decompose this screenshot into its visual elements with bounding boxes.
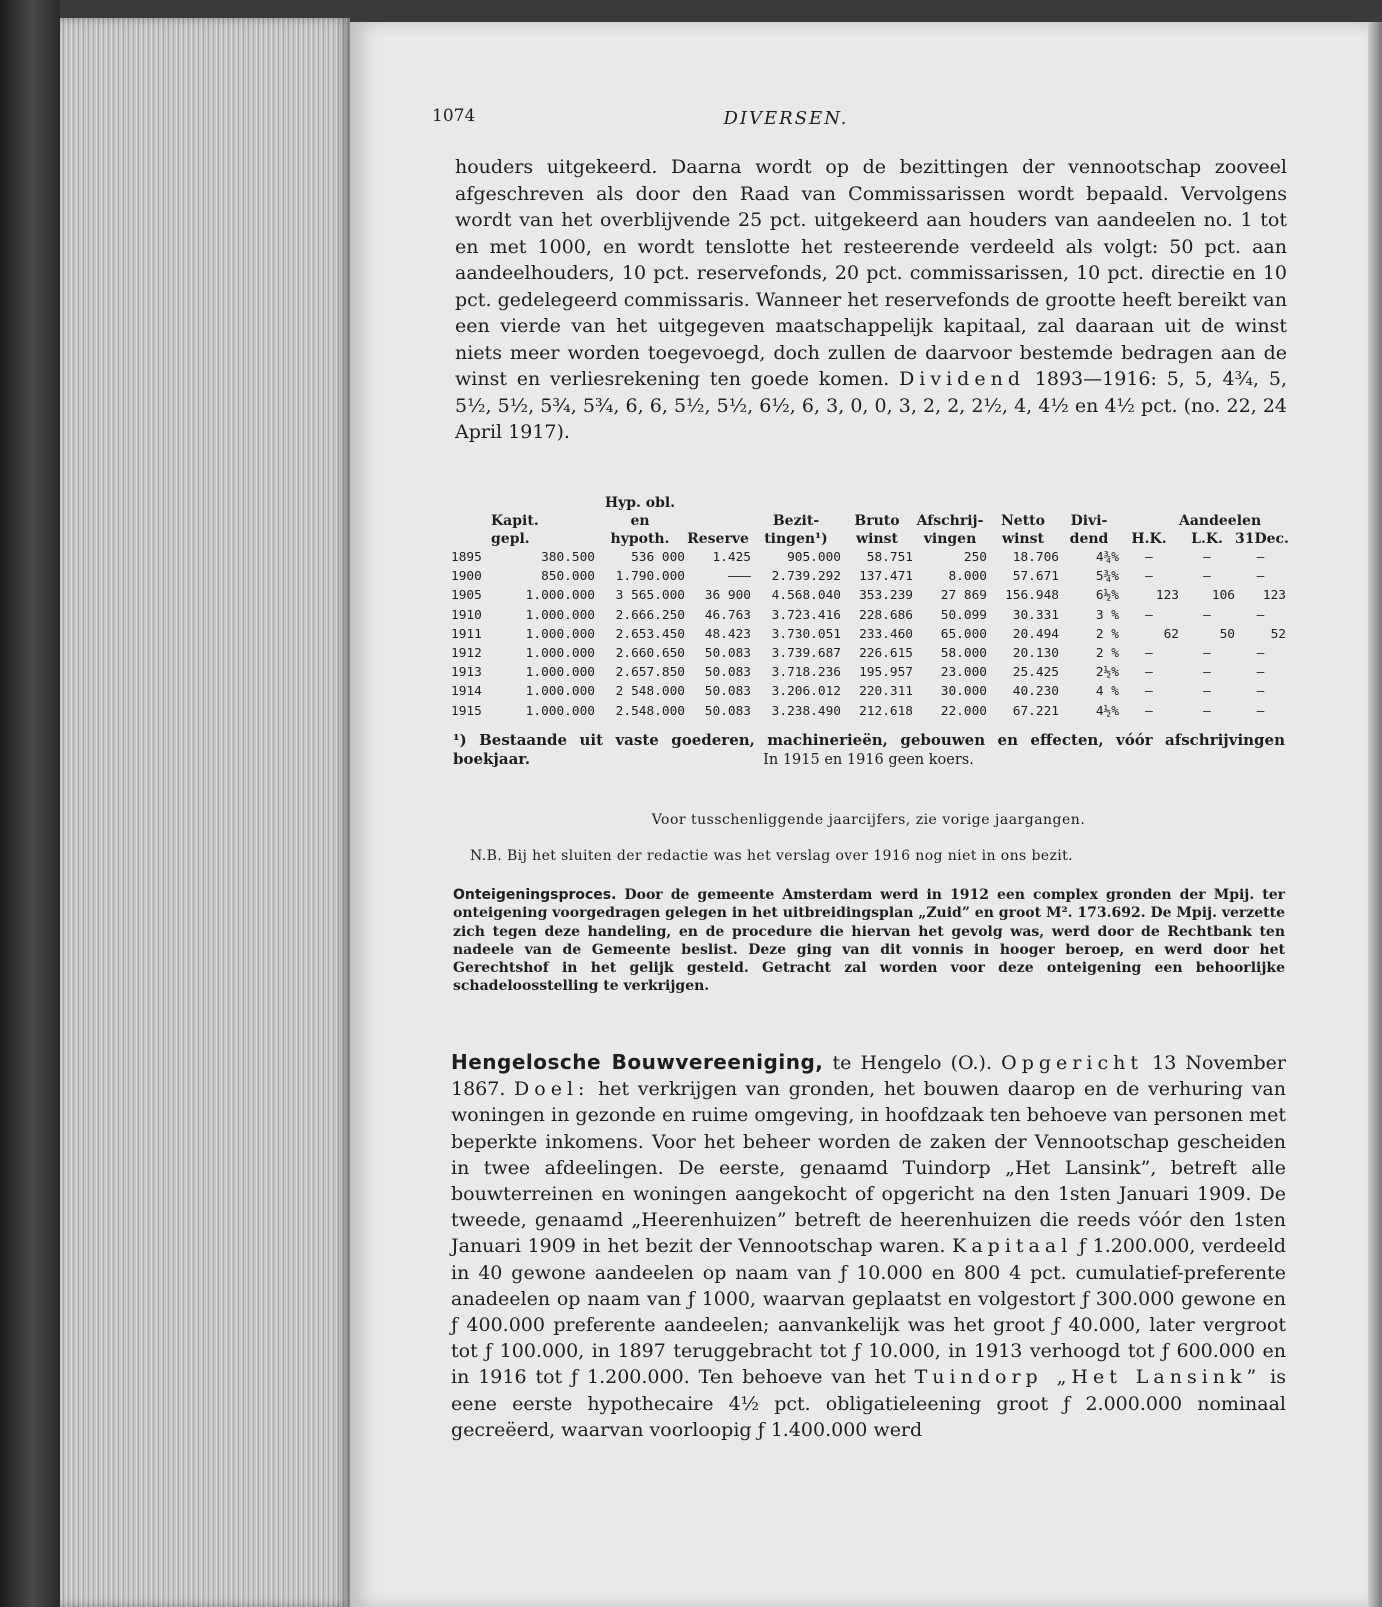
table-cell: 4.568.040 (771, 588, 841, 604)
table-cell: 23.000 (940, 665, 987, 681)
table-header-cell: Netto (1001, 513, 1045, 529)
table-header-row (451, 512, 1286, 530)
dividend-text: 1893—1916: 5, 5, 4¾, 5, 5½, 5½, 5¾, 5¾, 6, 6, 5½, 5½, 6½, 6, 3, 0, 0, 3, 2, 2, 2½, 4, 4½ en 4½ pct. (no. 22, 24 April 1917). (455, 368, 1287, 443)
table-cell: — (1256, 550, 1265, 565)
table-row (451, 644, 1286, 663)
table-header-cell: H.K. (1131, 531, 1167, 547)
table-header-cell: Bezit- (772, 513, 820, 529)
table-cell: 27 869 (940, 588, 987, 604)
table-cell: 380.500 (541, 550, 595, 565)
table-cell: 2 % (1095, 626, 1119, 642)
hengelosche-paragraph (451, 1049, 1286, 1443)
table-cell: 25.425 (1012, 665, 1059, 681)
table-cell: 3.723.416 (771, 607, 841, 623)
table-cell: 3.718.236 (771, 665, 841, 681)
table-cell: 52 (1270, 626, 1286, 642)
table-cell: 6½% (1095, 588, 1119, 604)
table-cell: 18.706 (1012, 550, 1059, 565)
table-cell: 353.239 (859, 588, 913, 604)
table-header-cell: Afschrij- (916, 513, 984, 529)
table-cell: 50.083 (704, 646, 751, 662)
table-cell: — (1256, 703, 1265, 719)
table-cell: 1914 (451, 684, 482, 700)
table-cell: 50 (1219, 626, 1235, 642)
table-cell: 1.000.000 (525, 684, 595, 700)
kapitaal-text: ƒ 1.200.000, verdeeld in 40 gewone aandeelen op naam van ƒ 10.000 en 800 4 pct. cumulatief-preferente anadeelen op naam van ƒ 1000, waarvan geplaatst en volgestort ƒ 300.000 gewone en ƒ 400.000 preferente aandeelen; aanvankelijk was het groot ƒ 40.000, later vergroot tot ƒ 100.000, in 1897 teruggebracht tot ƒ 10.000, in 1913 verhoogd tot ƒ 600.000 en in 1916 tot ƒ 1.200.000. Ten behoeve van het (451, 1235, 1286, 1389)
table-cell: 250 (963, 550, 987, 565)
table-cell: 905.000 (787, 550, 841, 565)
paragraph-text: houders uitgekeerd. Daarna wordt op de bezittingen der vennootschap zooveel afgeschreven als door den Raad van Commissarissen wordt bepaald. Vervolgens wordt van het overblijvende 25 pct. uitgekeerd aan houders van aandeelen no. 1 tot en met 1000, en wordt tenslotte het resteerende verdeeld als volgt: 50 pct. aan aandeelhouders, 10 pct. reservefonds, 20 pct. commissarissen, 10 pct. directie en 10 pct. gedelegeerd commissaris. Wanneer het reservefonds de grootte heeft bereikt van een vierde van het uitgegeven maatschappelijk kapitaal, zal daaraan uit de winst niets meer worden toegevoegd, doch zullen de daarvoor bestemde bedragen aan de winst en verliesrekening ten goede komen. (455, 156, 1287, 390)
table-row (451, 567, 1286, 586)
table-header-cell (1059, 494, 1119, 512)
table-cell: 50.099 (940, 607, 987, 623)
table-cell: — (1256, 569, 1265, 585)
table-cell: 30.000 (940, 684, 987, 700)
table-cell: 50.083 (704, 684, 751, 700)
kapitaal-label: Kapitaal (952, 1235, 1073, 1258)
table-header-cell (913, 494, 987, 512)
table-cell: 1.000.000 (525, 607, 595, 623)
table-cell: 1912 (451, 646, 482, 662)
table-cell: — (1203, 703, 1211, 719)
table-cell: 2 548.000 (615, 684, 685, 700)
process-heading: Onteigeningsproces. (453, 887, 617, 903)
table-cell: 2½% (1095, 665, 1119, 681)
table-cell: 2.657.850 (615, 665, 685, 681)
table-cell: 3.730.051 (771, 626, 841, 642)
table-header-cell: winst (1002, 531, 1044, 547)
table-cell: — (1256, 607, 1265, 623)
table-cell: 1911 (451, 626, 482, 642)
table-header-cell (1179, 494, 1235, 512)
table-header-cell (491, 494, 595, 512)
table-header-cell: Aandeelen (1179, 513, 1262, 529)
table-row (451, 548, 1286, 567)
table-header-cell (987, 494, 1059, 512)
table-header-cell: Reserve (687, 531, 749, 547)
table-cell: 1.000.000 (525, 665, 595, 681)
table-cell: — (1145, 684, 1153, 700)
table-cell: — (1203, 607, 1211, 623)
table-header-cell: hypoth. (610, 531, 670, 547)
table-cell: 2.739.292 (771, 569, 841, 585)
table-cell: — (1145, 665, 1153, 681)
table-cell: 3.739.687 (771, 646, 841, 662)
table-cell: 50.083 (704, 665, 751, 681)
table-cell: — (1145, 607, 1153, 623)
dividend-paragraph (455, 154, 1287, 446)
table-cell: 123 (1155, 588, 1179, 604)
table-cell: 50.083 (704, 703, 751, 719)
table-cell: 4½% (1095, 703, 1119, 719)
table-header-cell: vingen (923, 531, 977, 547)
table-cell: 1895 (451, 550, 482, 565)
table-header-cell (451, 494, 491, 512)
table-cell: 850.000 (541, 569, 595, 585)
obligatie-text: is eene eerste hypothecaire 4½ pct. obligatieleening groot ƒ 2.000.000 nominaal gecreëerd, waarvan voorloopig ƒ 1.400.000 werd (451, 1366, 1286, 1441)
table-footnote: ¹) Bestaande uit vaste goederen, machinerieën, gebouwen en effecten, vóór afschrijvingen boekjaar. (453, 731, 1285, 768)
table-header-cell: Bruto (854, 513, 900, 529)
table-cell: 20.494 (1012, 626, 1059, 642)
table-cell: 40.230 (1012, 684, 1059, 700)
table-row (451, 702, 1286, 721)
table-cell: 1.425 (712, 550, 751, 565)
table-cell: 65.000 (940, 626, 987, 642)
process-text: Door de gemeente Amsterdam werd in 1912 een complex gronden der Mpij. ter onteigening voorgedragen gelegen in het uitbreidingsplan „Zuid” en groot M². 173.692. De Mpij. verzette zich tegen deze handeling, en de procedure die hiervan het gevolg was, werd door de Rechtbank ten nadeele van de Gemeente beslist. Deze ging van dit vonnis in hooger beroep, en werd door het Gerechtshof in het gelijk gesteld. Getracht zal worden voor deze onteigening een behoorlijke schadeloosstelling te verkrijgen. (453, 887, 1286, 995)
table-cell: 1.000.000 (525, 588, 595, 604)
financial-table (451, 494, 1289, 721)
table-header-cell: winst (856, 531, 898, 547)
table-cell: 1.000.000 (525, 703, 595, 719)
table-cell: 1905 (451, 588, 482, 604)
table-cell: 22.000 (940, 703, 987, 719)
table-cell: 2.660.650 (615, 646, 685, 662)
table-cell: 1.790.000 (615, 569, 685, 585)
table-header-cell (1119, 494, 1179, 512)
table-cell: 3.206.012 (771, 684, 841, 700)
table-cell: 233.460 (859, 626, 913, 642)
table-cell: 36 900 (704, 588, 751, 604)
table-header-cell: tingen¹) (764, 531, 828, 547)
table-cell: 3 565.000 (615, 588, 685, 604)
table-cell: 1900 (451, 569, 482, 585)
dividend-label: Dividend (899, 368, 1025, 390)
table-cell: 1.000.000 (525, 626, 595, 642)
table-cell: 48.423 (704, 626, 751, 642)
table-cell: — (1145, 703, 1153, 719)
table-row (451, 682, 1286, 701)
table-header-cell: Kapit. (491, 513, 539, 529)
table-cell: — (1203, 665, 1211, 681)
table-cell: 57.671 (1012, 569, 1059, 585)
table-cell: 67.221 (1012, 703, 1059, 719)
table-header-cell (841, 494, 913, 512)
table-cell: 123 (1262, 588, 1286, 604)
table-cell: 220.311 (859, 684, 913, 700)
table-header-row (451, 530, 1286, 548)
table-cell: 195.957 (859, 665, 913, 681)
table-cell: 3.238.490 (771, 703, 841, 719)
table-cell: 5¾% (1095, 569, 1119, 585)
company-location: te Hengelo (O.). (832, 1052, 992, 1074)
running-title: DIVERSEN. (723, 108, 849, 129)
table-cell: 46.763 (704, 607, 751, 623)
table-header-cell: L.K. (1191, 531, 1223, 547)
table-header-cell (685, 494, 751, 512)
table-cell: 212.618 (859, 703, 913, 719)
opgericht-label: Opgericht (1001, 1052, 1143, 1074)
table-row (451, 586, 1286, 605)
table-cell: — (1145, 569, 1153, 585)
table-header-cell: gepl. (491, 531, 530, 547)
table-cell: 106 (1211, 588, 1235, 604)
table-row (451, 625, 1286, 644)
table-cell: — (1145, 646, 1153, 662)
table-cell: 2.653.450 (615, 626, 685, 642)
table-row (451, 606, 1286, 625)
table-row (451, 663, 1286, 682)
page-number: 1074 (432, 106, 476, 126)
doel-text: het verkrijgen van gronden, het bouwen daarop en de verhuring van woningen in gezonde en ruime omgeving, in hoofdzaak ten behoeve van personen met beperkte inkomens. Voor het beheer worden de zaken der Vennootschap gescheiden in twee afdeelingen. De eerste, genaamd Tuindorp „Het Lansink”, betreft alle bouwterreinen en woningen aangekocht of opgericht na den 1sten Januari 1909. De tweede, genaamd „Heerenhuizen” betreft de heerenhuizen die reeds vóór den 1sten Januari 1909 in het bezit der Vennootschap waren. (451, 1078, 1286, 1258)
table-cell: — (1203, 646, 1211, 662)
table-cell: 1915 (451, 703, 482, 719)
table-cell: 1.000.000 (525, 646, 595, 662)
table-cell: — (1145, 550, 1153, 565)
table-cell: 1913 (451, 665, 482, 681)
table-cell: 58.751 (866, 550, 913, 565)
table-cell: 536 000 (631, 550, 685, 565)
table-cell: 2 % (1095, 646, 1119, 662)
table-header-row (451, 494, 1286, 512)
table-header-cell (1119, 512, 1179, 530)
table-header-cell: Hyp. obl. (604, 495, 676, 511)
tuindorp-label: Tuindorp „Het Lansink” (914, 1366, 1262, 1389)
table-header-cell (451, 530, 491, 548)
table-cell: 30.331 (1012, 607, 1059, 623)
table-cell: 226.615 (859, 646, 913, 662)
table-header-cell (451, 512, 491, 530)
opgericht-date: 13 November 1867. (451, 1052, 1286, 1101)
table-cell: 4 % (1095, 684, 1119, 700)
table-cell: — (1256, 646, 1265, 662)
table-cell: 20.130 (1012, 646, 1059, 662)
table-header-cell (685, 512, 751, 530)
table-header-cell: dend (1069, 531, 1109, 547)
table-cell: 228.686 (859, 607, 913, 623)
table-header-cell (1235, 494, 1286, 512)
table-header-cell: Divi- (1070, 513, 1108, 529)
table-header-cell: en (630, 513, 650, 529)
table-cell: 4¾% (1095, 550, 1119, 565)
doel-label: Doel: (514, 1078, 590, 1101)
table-cell: — (1203, 550, 1211, 565)
table-cell: — (1203, 684, 1211, 700)
company-heading: Hengelosche Bouwvereeniging, (451, 1050, 824, 1074)
table-cell: 2.666.250 (615, 607, 685, 623)
table-cell: — (1256, 665, 1265, 681)
table-cell: 8.000 (948, 569, 987, 585)
table-header-cell: 31Dec. (1235, 531, 1289, 547)
table-cell: 3 % (1095, 607, 1119, 623)
table-cell: 62 (1163, 626, 1179, 642)
table-cell: 137.471 (859, 569, 913, 585)
onteigening-paragraph (453, 886, 1285, 996)
koers-note: In 1915 en 1916 geen koers. (763, 752, 974, 768)
table-cell: 58.000 (940, 646, 987, 662)
table-cell: — (1203, 569, 1211, 585)
table-cell: 1910 (451, 607, 482, 623)
table-cell: 156.948 (1005, 588, 1059, 604)
nb-note: N.B. Bij het sluiten der redactie was het verslag over 1916 nog niet in ons bezit. (470, 848, 1074, 864)
table-cell: ——— (727, 569, 751, 585)
table-cell: — (1256, 684, 1265, 700)
table-cell: 2.548.000 (615, 703, 685, 719)
table-header-cell (751, 494, 841, 512)
jaarcijfers-note: Voor tusschenliggende jaarcijfers, zie vorige jaargangen. (651, 812, 1086, 828)
